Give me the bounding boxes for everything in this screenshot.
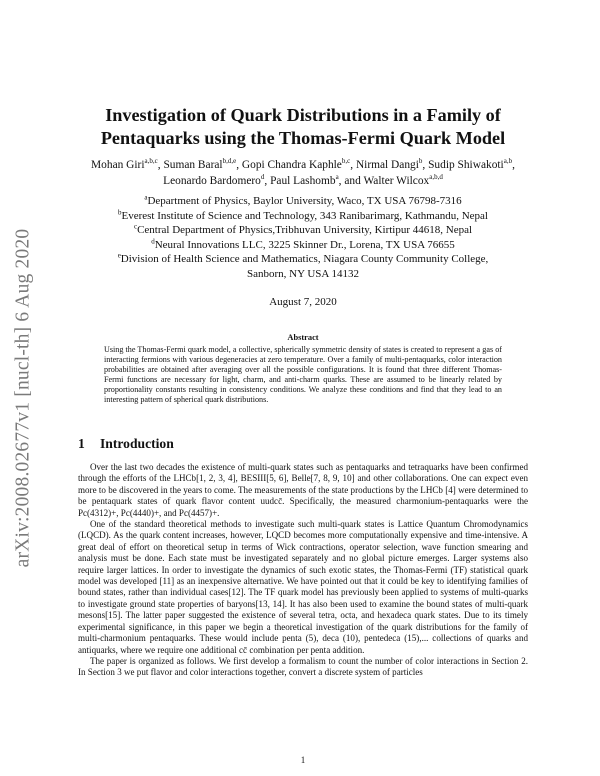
body-text [78, 462, 528, 679]
paragraph: Over the last two decades the existence of multi-quark states such as pentaquarks and tetraquarks have been confirmed through the efforts of the LHCb[1, 2, 3, 4], BESIII[5, 6], Belle[7, 8, 9, 10] and other collaborations. One can expect even more to be discovered in the years to come. The measurements of the state productions by the LHCb [4] were determined to be pentaquark states of quark flavor content uudcc̄. Specifically, the measured charmonium-pentaquarks were the Pc(4312)+, Pc(4440)+, and Pc(4457)+. [78, 462, 528, 518]
affiliations [78, 194, 528, 281]
author: Leonardo Bardomero$^d$ [163, 173, 265, 187]
section-number: 1 [78, 436, 85, 451]
paragraph: One of the standard theoretical methods to investigate such multi-quark states is Lattice Quantum Chromodynamics (LQCD). As the quark content increases, however, LQCD becomes more computationally expensive and time-intensive. A great deal of effort on theoretical setup in terms of Wick contractions, operator selection, wave function smearing and analysis must be done. Each state must be investigated separately and no global picture emerges. Larger systems also require larger lattices. In order to investigate the dynamics of such exotic states, the Thomas-Fermi (TF) statistical quark model was developed [11] as an inexpensive alternative. We have pointed out that it could be key to identifying families of bound states, rather than individual cases[12]. The TF quark model has previously been applied to systems of multi-quarks to investigate ground state properties of baryons[13, 14]. It has also been used to examine the bound states of multi-quark mesons[15]. The latter paper suggested the existence of several tetra, octa, and hexadeca quark states. Due to its timely experimental significance, in this paper we begin a theoretical investigation of the quark distributions for the family of multi-charmonium pentaquarks. These would include penta (5), deca (10), pentedeca (15),... collections of quarks and antiquarks, where we require one additional cc̄ combination per penta addition. [78, 519, 528, 655]
arxiv-id-text: arXiv:2008.02677v1 [nucl-th] 6 Aug 2020 [12, 228, 34, 568]
author: Sudip Shiwakoti$^{a,b}$ [428, 157, 513, 171]
author: Walter Wilcox$^{a,b,d}$ [363, 173, 443, 187]
section-heading [78, 436, 528, 452]
affiliation: $^b$Everest Institute of Science and Technology, 343 Ranibarimarg, Kathmandu, Nepal [117, 207, 488, 222]
affiliation: $^a$Department of Physics, Baylor University, Waco, TX USA 76798-7316 [144, 193, 462, 207]
page-number: 1 [300, 755, 306, 765]
affiliation: $^e$Division of Health Science and Mathematics, Niagara County Community College, Sanborn, NY USA 14132 [117, 251, 489, 280]
paper-page [78, 0, 528, 776]
abstract-heading: Abstract [287, 333, 319, 342]
author: Paul Lashomb$^a$ [270, 173, 339, 187]
author-list: Mohan Giri$^{a,b,c}$, Suman Baral$^{b,d,e}$, Gopi Chandra Kaphle$^{b,c}$, Nirmal Dangi$^b$, Sudip Shiwakoti$^{a,b}$, Leonardo Bardomero$^d$, Paul Lashomb$^a$, and Walter Wilcox$^{a,b,d}$ [91, 157, 515, 187]
abstract-text: Using the Thomas-Fermi quark model, a collective, spherically symmetric density of states is created to represent a gas of interacting fermions with various degeneracies at zero temperature. Over a family of multi-pentaquarks, color interaction probabilities are obtained after averaging over all the possible configurations. It is found that three different Thomas-Fermi functions are necessary for light, charm, and anti-charm quarks. These are assumed to be linearly related by proportionality constants resulting in consistency conditions. We analyze these conditions and find that they lead to an interesting pattern of spherical quark distributions. [104, 345, 502, 405]
arxiv-identifier [8, 218, 38, 578]
title-line-1: Investigation of Quark Distributions in a Family of [105, 105, 501, 125]
author: Suman Baral$^{b,d,e}$ [163, 157, 237, 171]
author: Gopi Chandra Kaphle$^{b,c}$ [241, 157, 351, 171]
paper-date: August 7, 2020 [269, 296, 337, 308]
author: Mohan Giri$^{a,b,c}$ [91, 157, 158, 171]
author: Nirmal Dangi$^b$ [355, 157, 423, 171]
affiliation: $^c$Central Department of Physics,Tribhuvan University, Kirtipur 44618, Nepal [133, 222, 473, 236]
paper-title [78, 104, 528, 150]
paragraph: The paper is organized as follows. We first develop a formalism to count the number of color interactions in Section 2. In Section 3 we put flavor and color interactions together, convert a discrete system of particles [78, 655, 528, 678]
affiliation: $^d$Neural Innovations LLC, 3225 Skinner Dr., Lorena, TX USA 76655 [151, 236, 455, 251]
title-line-2: Pentaquarks using the Thomas-Fermi Quark Model [100, 128, 506, 148]
section-title: Introduction [100, 436, 174, 451]
